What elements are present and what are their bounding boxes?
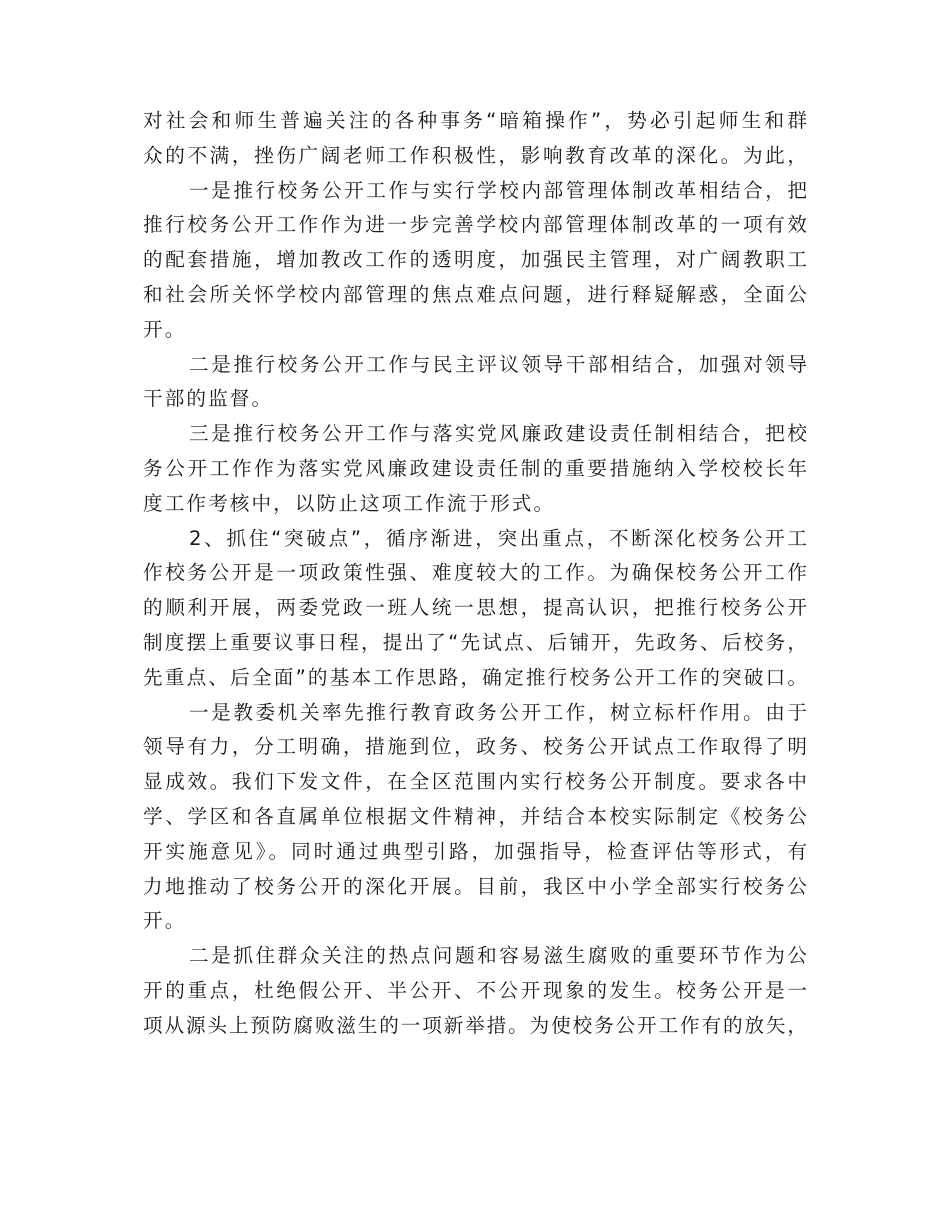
text-line: 的配套措施，增加教改工作的透明度，加强民主管理，对广阔教职工 [143, 248, 807, 272]
text-line: 干部的监督。 [143, 387, 274, 411]
document-body [143, 104, 807, 1044]
text-line: 务公开工作作为落实党风廉政建设责任制的重要措施纳入学校校长年 [143, 456, 807, 480]
text-line: 众的不满，挫伤广阔老师工作积极性，影响教育改革的深化。为此， [143, 143, 807, 167]
text-line: 一是推行校务公开工作与实行学校内部管理体制改革相结合，把 [189, 178, 807, 202]
text-line: 推行校务公开工作作为进一步完善学校内部管理体制改革的一项有效 [143, 213, 807, 237]
text-line: 作校务公开是一项政策性强、难度较大的工作。为确保校务公开工作 [143, 561, 807, 585]
text-line: 二是推行校务公开工作与民主评议领导干部相结合，加强对领导 [189, 352, 807, 376]
text-line: 项从源头上预防腐败滋生的一项新举措。为使校务公开工作有的放矢， [143, 1013, 807, 1037]
text-line: 度工作考核中，以防止这项工作流于形式。 [143, 491, 556, 515]
text-line: 二是抓住群众关注的热点问题和容易滋生腐败的重要环节作为公 [189, 944, 807, 968]
text-line: 的顺利开展，两委党政一班人统一思想，提高认识，把推行校务公开 [143, 596, 807, 620]
text-line: 一是教委机关率先推行教育政务公开工作，树立标杆作用。由于 [189, 700, 807, 724]
text-line: 制度摆上重要议事日程，提出了“先试点、后铺开，先政务、后校务， [143, 630, 807, 654]
text-line: 开。 [143, 909, 187, 933]
text-line: 学、学区和各直属单位根据文件精神，并结合本校实际制定《校务公 [143, 804, 807, 828]
text-line: 先重点、后全面”的基本工作思路，确定推行校务公开工作的突破口。 [143, 665, 807, 689]
text-line: 2、抓住“突破点”，循序渐进，突出重点，不断深化校务公开工 [189, 526, 807, 550]
text-line: 领导有力，分工明确，措施到位，政务、校务公开试点工作取得了明 [143, 735, 807, 759]
text-line: 开的重点，杜绝假公开、半公开、不公开现象的发生。校务公开是一 [143, 978, 807, 1002]
text-line: 开实施意见》。同时通过典型引路，加强指导，检查评估等形式，有 [143, 839, 807, 863]
text-line: 力地推动了校务公开的深化开展。目前，我区中小学全部实行校务公 [143, 874, 807, 898]
text-line: 和社会所关怀学校内部管理的焦点难点问题，进行释疑解惑，全面公 [143, 282, 807, 306]
text-line: 开。 [143, 317, 187, 341]
text-line: 三是推行校务公开工作与落实党风廉政建设责任制相结合，把校 [189, 422, 807, 446]
text-line: 对社会和师生普遍关注的各种事务“暗箱操作”，势必引起师生和群 [143, 109, 807, 132]
text-line: 显成效。我们下发文件，在全区范围内实行校务公开制度。要求各中 [143, 770, 807, 794]
